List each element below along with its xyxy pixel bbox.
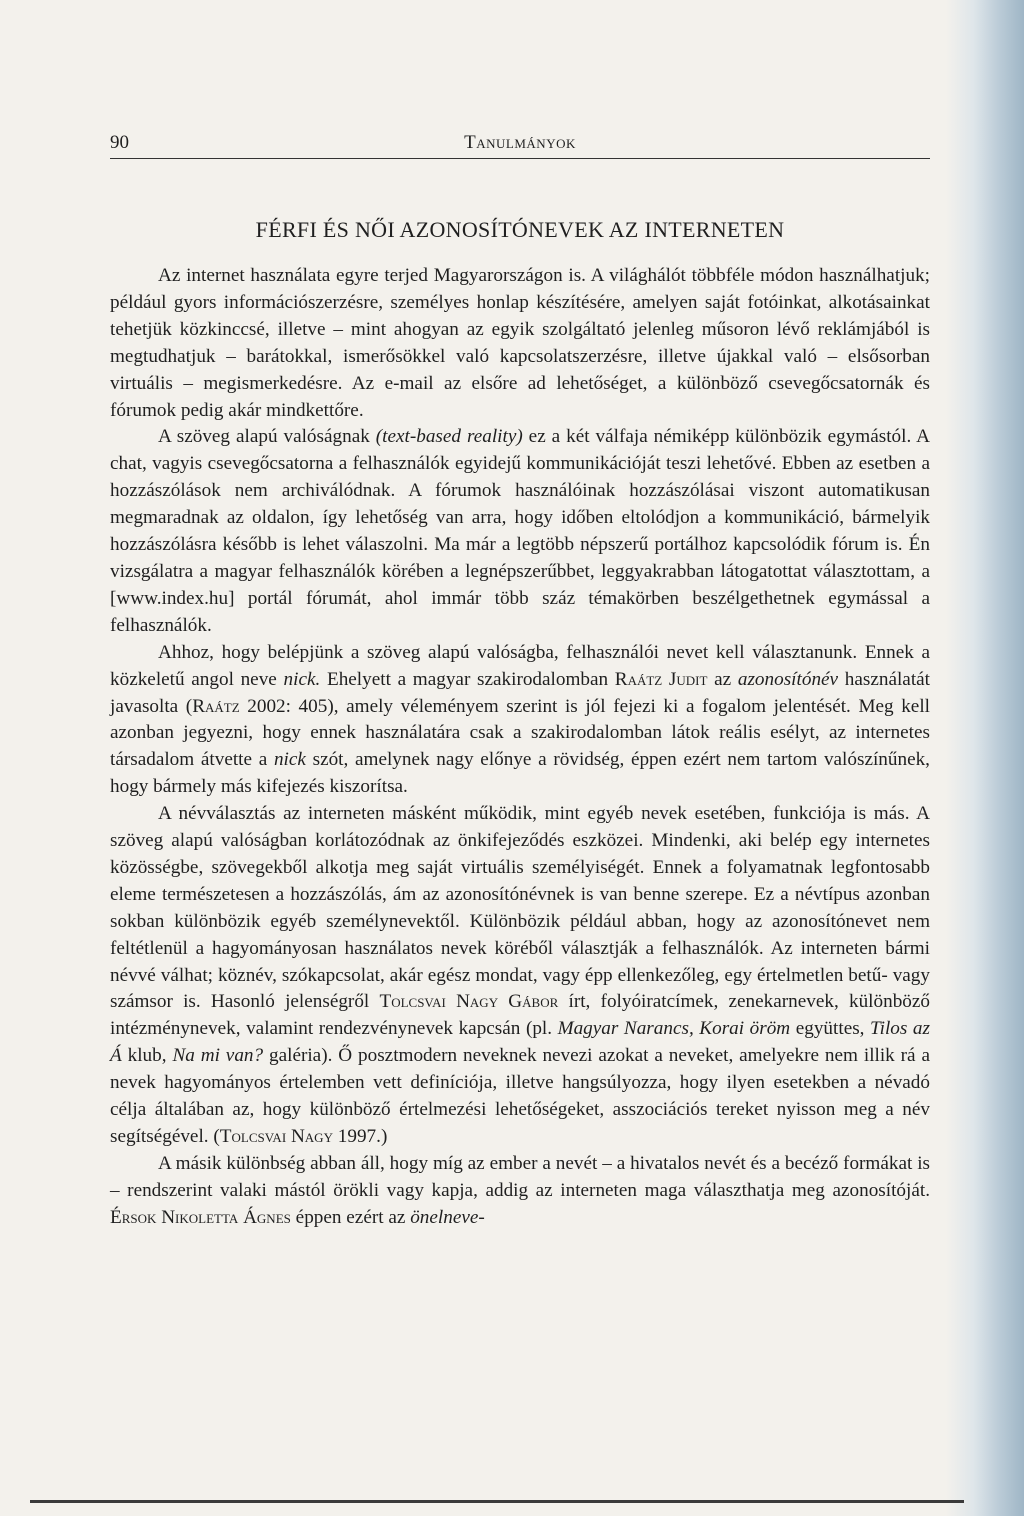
article-title: FÉRFI ÉS NŐI AZONOSÍTÓNEVEK AZ INTERNETEN [255, 217, 785, 242]
scan-shadow-edge [946, 0, 1024, 1516]
italic-term: Magyar Narancs, Korai öröm [557, 1018, 791, 1040]
text-run: A névválasztás az interneten másként működik, mint egyéb nevek esetében, funkciója is más. A szöveg alapú valóságban korlátozódnak az önkifejeződés eszközei. Mindenki, aki belép egy internetes közösségbe, szövegekből alkotja meg saját virtuális személyiségét. Ennek a folyamatnak legfontosabb eleme természetesen a hozzászólás, ám az azonosítónévnek is van benne szerepe. Ez a névtípus azonban sokban különbözik egyéb személynevektől. Különbözik például abban, hogy az azonosítónevet nem feltétlenül a hagyományosan használatos nevek köréből választják a felhasználók. Az interneten bármi névvé válhat; köznév, szókapcsolat, akár egész mondat, vagy épp ellenkezőleg, egy értelmetlen betű- vagy számsor is. Hasonló jelenségről [110, 803, 930, 1013]
italic-term: nick [273, 749, 306, 771]
author-name: Raátz [192, 695, 240, 717]
text-run: éppen ezért az [290, 1206, 411, 1228]
text-run: együttes, [790, 1018, 871, 1040]
author-name: Érsok Nikoletta Ágnes [110, 1206, 291, 1228]
italic-term: azonosítónév [737, 668, 839, 690]
text-run: galéria). Ő posztmodern neveknek nevezi azokat a neveket, amelyekre nem illik rá a nevek hagyományos értelemben vett definíciója, illetve hangsúlyozza, hogy ilyen esetekben a névadó célja általában az, hogy különböző értelmezési lehetőségeket, asszociációs tereket nyisson meg a név segítségével. ( [110, 1045, 930, 1147]
author-name: Tolcsvai Nagy Gábor [379, 991, 559, 1013]
running-header [110, 128, 930, 159]
author-name: Raátz Judit [614, 668, 708, 690]
text-run: Ahhoz, hogy belépjünk a szöveg alapú valóságba, felhasználói nevet kell választanunk. Ennek a közkeletű angol neve [110, 641, 930, 690]
text-run: Ehelyett a magyar szakirodalomban [320, 668, 615, 690]
italic-term: nick. [283, 668, 321, 690]
page-number: 90 [110, 132, 129, 153]
text-run: A szöveg alapú valóságnak [158, 426, 376, 448]
text-run: A másik különbség abban áll, hogy míg az ember a nevét – a hivatalos nevét és a becéző formákat is – rendszerint valaki mástól örökli vagy kapja, addig az interneten maga választhatja meg azonosítóját. [110, 1152, 930, 1201]
text-run: használatát javasolta ( [110, 668, 930, 717]
journal-page [110, 128, 930, 1232]
author-name: Tolcsvai Nagy [219, 1126, 333, 1147]
italic-term: Tilos az Á [110, 1018, 930, 1067]
paragraph-4 [110, 801, 930, 1151]
text-run: 1997.) [332, 1126, 388, 1147]
text-run: szót, amelynek nagy előnye a rövidség, éppen ezért nem tartom valószínűnek, hogy bármely más kifejezés kiszorítsa. [110, 749, 930, 798]
text-run: klub, [121, 1045, 173, 1067]
section-title: Tanulmányok [464, 132, 576, 153]
paragraph-3 [110, 640, 930, 801]
text-run: az [707, 668, 738, 690]
scan-bottom-edge [30, 1500, 964, 1503]
paragraph-1: Az internet használata egyre terjed Magyarországon is. A világhálót többféle módon használhatjuk; például gyors információszerzésre, személyes honlap készítésére, amelyen saját fotóinkat, alkotásainkat tehetjük közkinccsé, illetve – mint ahogyan az egyik szolgáltató jelenleg műsoron lévő reklámjából is megtudhatjuk – barátokkal, ismerősökkel való kapcsolatszerzésre, illetve újakkal való – elsősorban virtuális – megismerkedésre. Az e-mail az elsőre ad lehetőséget, a különböző csevegőcsatornák és fórumok pedig akár mindkettőre. [110, 265, 930, 421]
text-run: 2002: 405), amely véleményem szerint is jól fejezi ki a fogalom jelentését. Meg kell azonban jegyezni, hogy ennek használatára csak a szakirodalomban látok reális esélyt, az internetes társadalom átvette a [110, 695, 930, 771]
italic-term: önelneve- [410, 1206, 485, 1228]
text-run: írt, folyóiratcímek, zenekarnevek, különböző intézménynevek, valamint rendezvénynevek kapcsán (pl. [110, 991, 930, 1040]
paragraph-2 [110, 424, 930, 639]
text-run: ez a két válfaja némiképp különbözik egymástól. A chat, vagyis csevegőcsatorna a felhasználók egyidejű kommunikációját teszi lehetővé. Ebben az esetben a hozzászólások nem archiválódnak. A fórumok használóinak hozzászólásai viszont automatikusan megmaradnak az oldalon, így lehetőség van arra, hogy időben eltolódjon a kommunikáció, bármelyik hozzászólásra később is lehet válaszolni. Ma már a legtöbb népszerű portálhoz kapcsolódik fórum is. Én vizsgálatra a magyar felhasználók körében a legnépszerűbbet, leggyakrabban látogatottat választottam, a [www.index.hu] portál fórumát, ahol immár több száz témakörben beszélgethetnek egymással a felhasználók. [110, 426, 930, 636]
italic-term: (text-based reality) [375, 426, 523, 448]
paragraph-5 [110, 1151, 930, 1232]
italic-term: Na mi van? [172, 1045, 264, 1067]
